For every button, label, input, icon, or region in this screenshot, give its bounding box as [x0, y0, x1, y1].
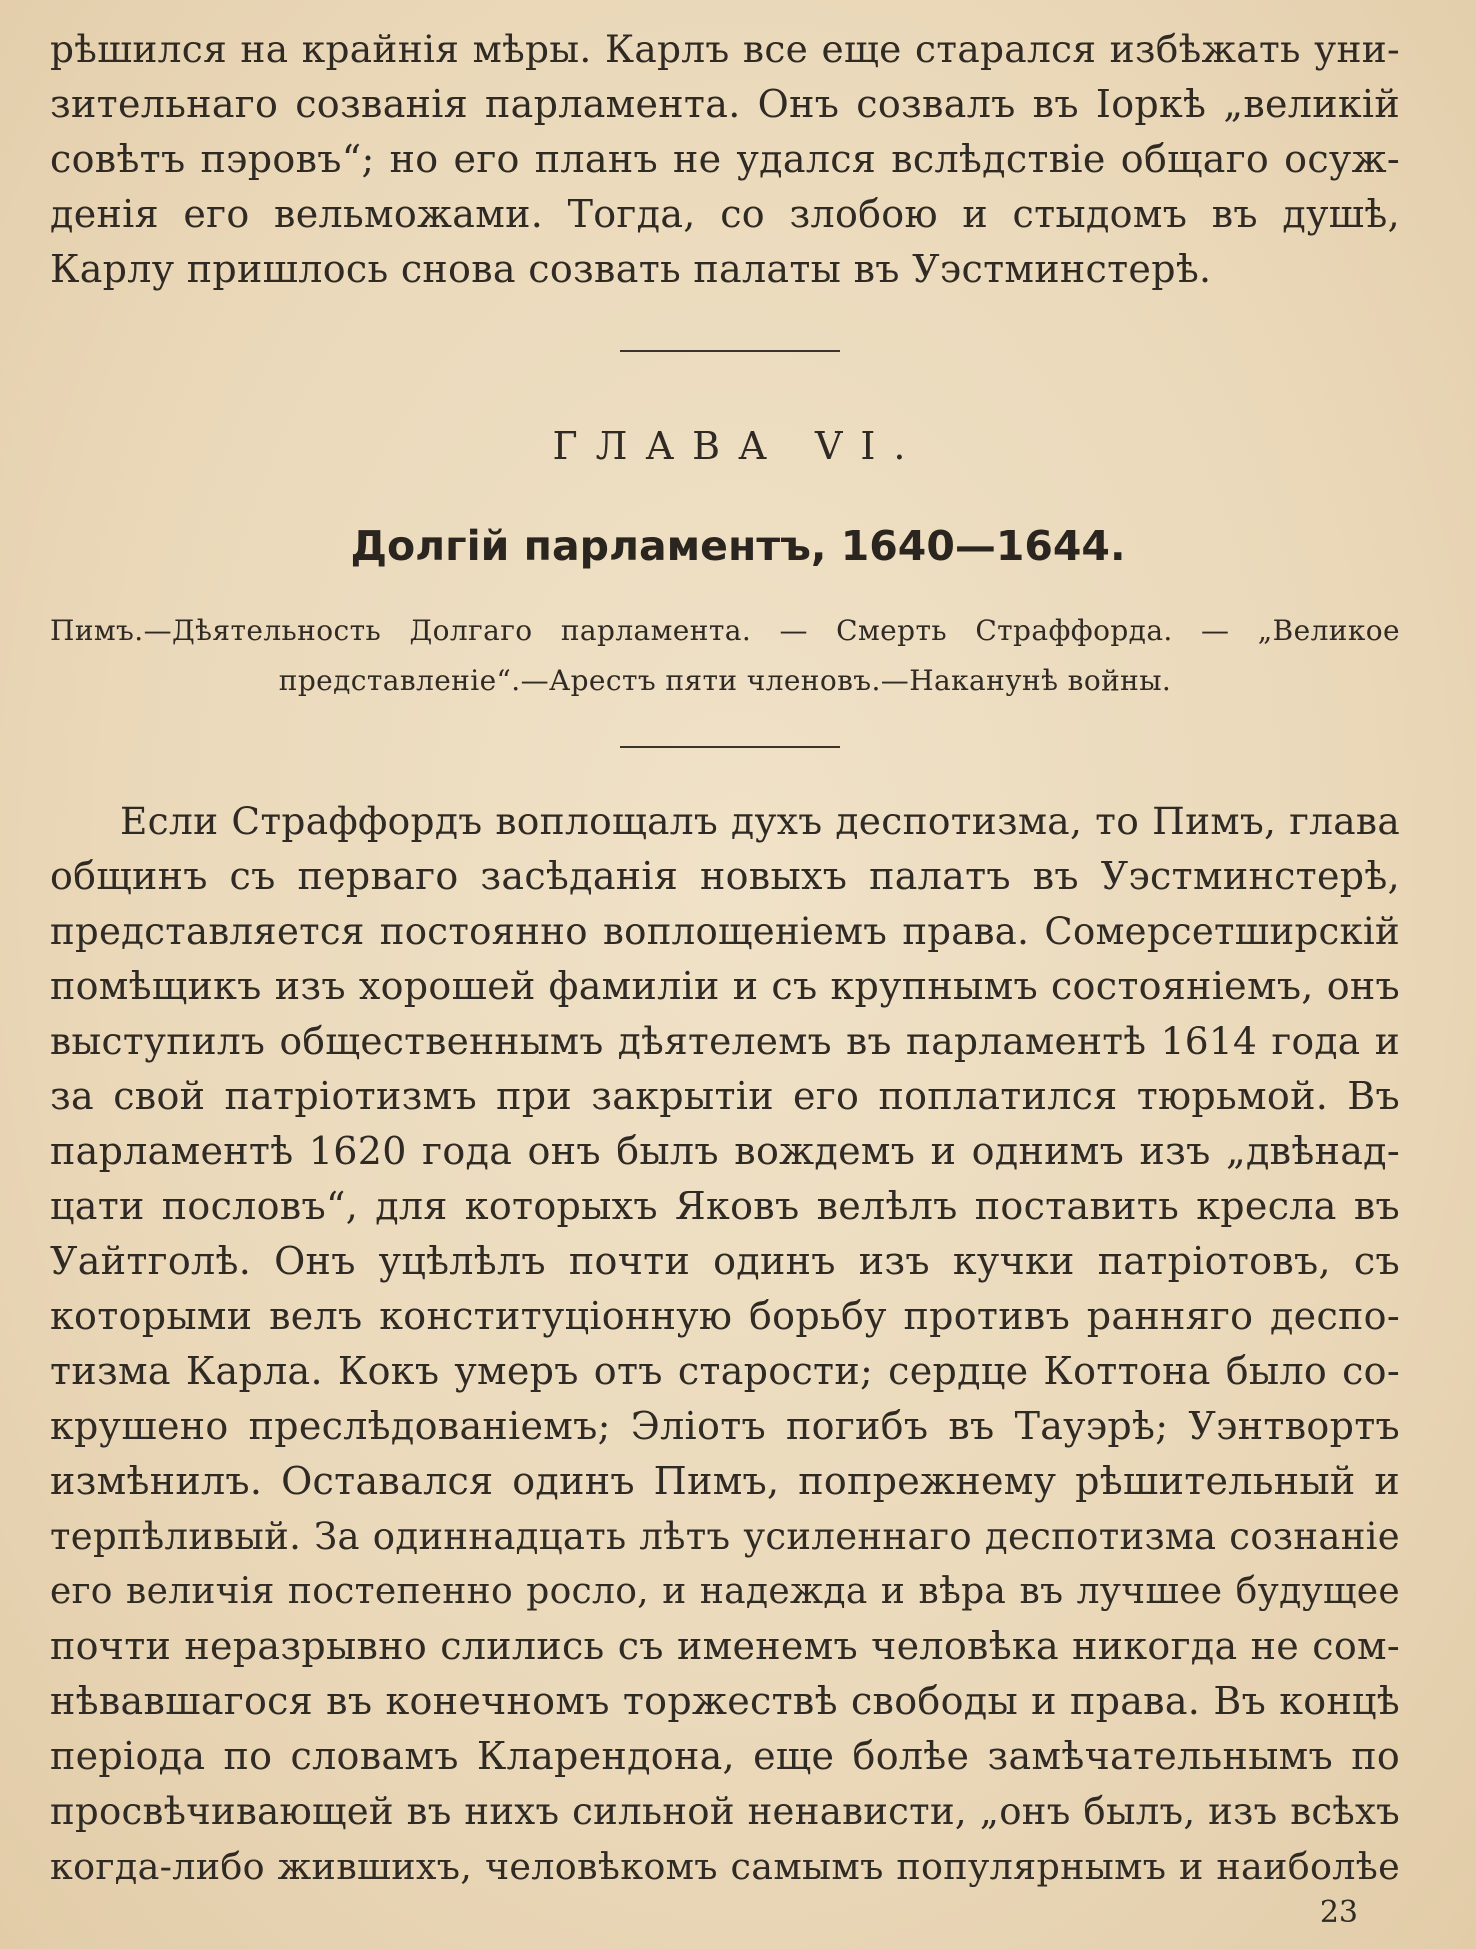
text-line: рѣшился на крайнія мѣры. Карлъ все еще старался избѣжать уни-: [50, 27, 1400, 71]
text-line: представляется постоянно воплощеніемъ права. Сомерсетширскій: [50, 910, 1400, 953]
text-line: парламентѣ 1620 года онъ былъ вождемъ и однимъ изъ „двѣнад-: [50, 1129, 1400, 1173]
text-line: нѣвавшагося въ конечномъ торжествѣ свободы и права. Въ концѣ: [50, 1679, 1400, 1723]
text-line: совѣтъ пэровъ“; но его планъ не удался вслѣдствіе общаго осуж-: [50, 137, 1400, 181]
separator-rule-top: [620, 350, 840, 352]
text-line: общинъ съ перваго засѣданія новыхъ палатъ въ Уэстминстерѣ,: [50, 854, 1400, 898]
text-line: денія его вельможами. Тогда, со злобою и стыдомъ въ душѣ,: [50, 192, 1400, 236]
page-number: 23: [1319, 1895, 1358, 1930]
chapter-title: Долгій парламентъ, 1640—1644.: [350, 522, 1126, 570]
text-line: за свой патріотизмъ при закрытіи его поплатился тюрьмой. Въ: [50, 1074, 1400, 1118]
text-line: цати пословъ“, для которыхъ Яковъ велѣлъ поставить кресла въ: [50, 1184, 1400, 1228]
text-line: помѣщикъ изъ хорошей фамиліи и съ крупнымъ состояніемъ, онъ: [50, 964, 1400, 1008]
text-line: тизма Карла. Кокъ умеръ отъ старости; сердце Коттона было со-: [50, 1349, 1400, 1393]
text-line: просвѣчивающей въ нихъ сильной ненависти, „онъ былъ, изъ всѣхъ: [50, 1790, 1400, 1833]
chapter-summary: [50, 606, 1400, 706]
text-line: терпѣливый. За одиннадцать лѣтъ усиленнаго деспотизма сознаніе: [50, 1515, 1400, 1558]
text-line: когда-либо жившихъ, человѣкомъ самымъ популярнымъ и наиболѣе: [50, 1845, 1400, 1888]
text-line: его величія постепенно росло, и надежда и вѣра въ лучшее будущее: [50, 1571, 1400, 1612]
text-line: Уайтголѣ. Онъ уцѣлѣлъ почти одинъ изъ кучки патріотовъ, съ: [50, 1239, 1400, 1283]
text-line: крушено преслѣдованіемъ; Эліотъ погибъ въ Тауэрѣ; Уэнтвортъ: [50, 1404, 1400, 1448]
main-paragraph: [50, 794, 1400, 1894]
text-line: Карлу пришлось снова созвать палаты въ Уэстминстерѣ.: [50, 247, 1212, 291]
text-line: почти неразрывно слились съ именемъ человѣка никогда не сом-: [50, 1624, 1400, 1668]
text-line: періода по словамъ Кларендона, еще болѣе замѣчательнымъ по: [50, 1734, 1400, 1778]
summary-line: Пимъ.—Дѣятельность Долгаго парламента. — Смерть Страффорда. — „Великое: [50, 614, 1400, 647]
summary-line: представленіе“.—Арестъ пяти членовъ.—Наканунѣ войны.: [278, 664, 1172, 697]
text-line: зительнаго созванія парламента. Онъ созвалъ въ Іоркѣ „великій: [50, 82, 1400, 126]
chapter-label: ГЛАВА VI.: [552, 424, 924, 468]
text-line: выступилъ общественнымъ дѣятелемъ въ парламентѣ 1614 года и: [50, 1019, 1400, 1063]
text-line: Если Страффордъ воплощалъ духъ деспотизма, то Пимъ, глава: [120, 799, 1400, 843]
text-line: измѣнилъ. Оставался одинъ Пимъ, попрежнему рѣшительный и: [50, 1459, 1400, 1503]
text-line: которыми велъ конституціонную борьбу противъ ранняго деспо-: [50, 1294, 1400, 1338]
separator-rule-bottom: [620, 746, 840, 748]
top-paragraph: [50, 22, 1400, 297]
